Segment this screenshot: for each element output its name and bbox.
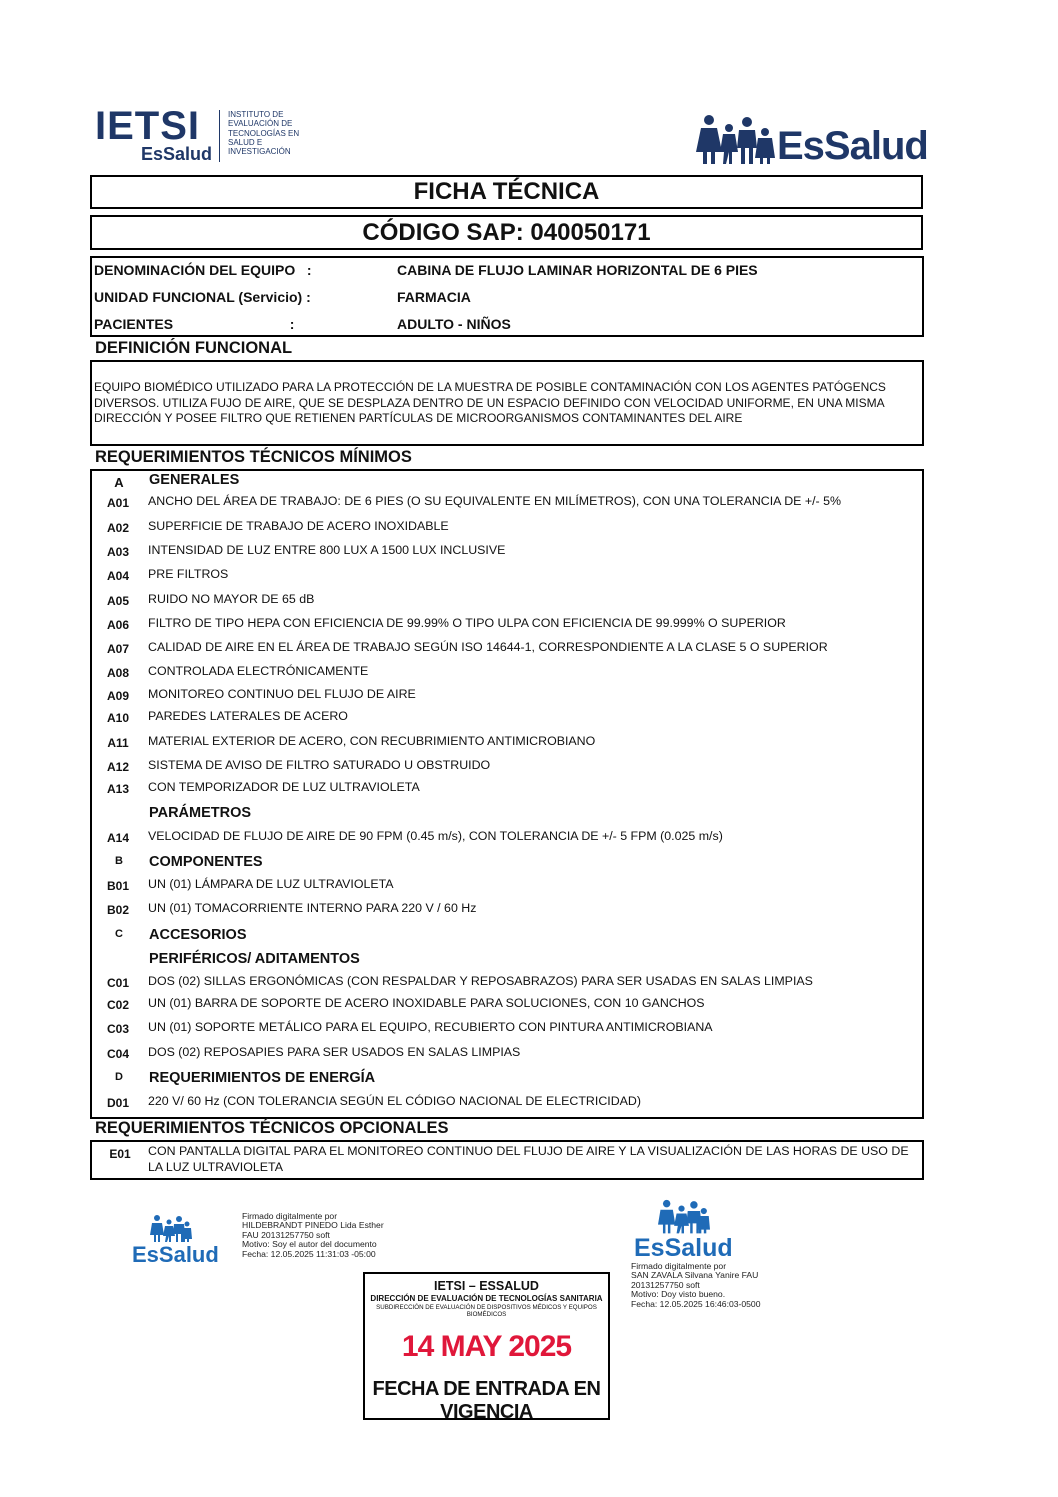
item-code: A14: [106, 831, 129, 845]
item-text: SISTEMA DE AVISO DE FILTRO SATURADO U OBSTRUIDO: [148, 758, 491, 772]
parameters-title: PARÁMETROS: [149, 805, 252, 821]
item-text: RUIDO NO MAYOR DE 65 dB: [148, 592, 315, 606]
essalud-small-logo-word: EsSalud: [634, 1234, 733, 1262]
item-code: C01: [106, 976, 129, 990]
item-code: A13: [106, 782, 129, 796]
item-code: A07: [106, 642, 129, 656]
essalud-logo-word: EsSalud: [777, 124, 928, 168]
item-text: UN (01) LÁMPARA DE LUZ ULTRAVIOLETA: [148, 877, 394, 891]
section-letter: A: [114, 475, 124, 490]
sap-code-title: CÓDIGO SAP: 040050171: [90, 215, 923, 250]
item-text: INTENSIDAD DE LUZ ENTRE 800 LUX A 1500 LUX INCLUSIVE: [148, 543, 506, 557]
info-label: UNIDAD FUNCIONAL (Servicio) :: [94, 289, 311, 305]
item-code: A03: [106, 545, 129, 559]
section-title: REQUERIMIENTOS DE ENERGÍA: [149, 1070, 376, 1086]
item-text: FILTRO DE TIPO HEPA CON EFICIENCIA DE 99.99% O TIPO ULPA CON EFICIENCIA DE 99.999% O SUPERIOR: [148, 616, 786, 630]
ietsi-logo-word: IETSI: [95, 104, 201, 148]
functional-definition-heading: DEFINICIÓN FUNCIONAL: [95, 339, 293, 357]
validity-stamp: [363, 1272, 610, 1423]
item-text: VELOCIDAD DE FLUJO DE AIRE DE 90 FPM (0.45 m/s), CON TOLERANCIA DE +/- 5 FPM (0.025 m/s): [148, 829, 723, 843]
ietsi-logo-divider: [219, 110, 220, 162]
section-letter: D: [115, 1071, 123, 1083]
document-title: FICHA TÉCNICA: [90, 175, 923, 209]
equipment-info-box: [90, 256, 924, 337]
digital-signature-text: Firmado digitalmente por HILDEBRANDT PINEDO Lida Esther FAU 20131257750 soft Motivo: Soy el autor del documento Fecha: 12.05.2025 11:31:03 -05:00: [242, 1211, 384, 1259]
optional-requirements-box: [90, 1140, 924, 1180]
essalud-small-logo-word: EsSalud: [132, 1242, 219, 1267]
family-icon: [658, 1198, 710, 1234]
item-code: A04: [106, 569, 129, 583]
item-code: B01: [106, 879, 129, 893]
item-code: A10: [106, 711, 129, 725]
item-code: D01: [106, 1096, 129, 1110]
optional-requirements-heading: REQUERIMIENTOS TÉCNICOS OPCIONALES: [95, 1119, 449, 1137]
functional-definition-box: [90, 360, 924, 446]
item-text: UN (01) SOPORTE METÁLICO PARA EL EQUIPO, RECUBIERTO CON PINTURA ANTIMICROBIANA: [148, 1020, 713, 1034]
stamp-subtitle: DIRECCIÓN DE EVALUACIÓN DE TECNOLOGÍAS SANITARIA: [370, 1294, 603, 1303]
item-text: CON PANTALLA DIGITAL PARA EL MONITOREO CONTINUO DEL FLUJO DE AIRE Y LA VISUALIZACIÓN DE LAS HORAS DE USO DE LA LUZ ULTRAVIOLETA: [148, 1144, 909, 1174]
item-code: A12: [106, 760, 129, 774]
info-label: PACIENTES :: [94, 316, 295, 332]
min-requirements-heading: REQUERIMIENTOS TÉCNICOS MÍNIMOS: [95, 448, 412, 466]
item-text: DOS (02) REPOSAPIES PARA SER USADOS EN SALAS LIMPIAS: [148, 1045, 521, 1059]
info-label: DENOMINACIÓN DEL EQUIPO :: [94, 262, 312, 278]
item-code: A09: [106, 689, 129, 703]
family-icon: [150, 1214, 192, 1242]
section-letter: C: [115, 928, 123, 940]
item-code: A08: [106, 666, 129, 680]
stamp-subtitle-small: SUBDIRECCIÓN DE EVALUACIÓN DE DISPOSITIVOS MÉDICOS Y EQUIPOS BIOMÉDICOS: [376, 1304, 597, 1318]
item-code: C03: [106, 1022, 129, 1036]
peripherals-title: PERIFÉRICOS/ ADITAMENTOS: [149, 951, 360, 967]
section-title: GENERALES: [149, 472, 240, 488]
section-title: COMPONENTES: [149, 854, 263, 870]
family-icon: [695, 114, 775, 164]
item-text: 220 V/ 60 Hz (CON TOLERANCIA SEGÚN EL CÓDIGO NACIONAL DE ELECTRICIDAD): [148, 1094, 641, 1108]
ietsi-logo-essalud: EsSalud: [141, 144, 213, 164]
section-letter: B: [115, 855, 123, 867]
ietsi-institute-text: INSTITUTO DE EVALUACIÓN DE TECNOLOGÍAS EN SALUD E INVESTIGACIÓN: [228, 110, 300, 157]
section-title: ACCESORIOS: [149, 927, 247, 943]
item-code: A02: [106, 521, 129, 535]
item-code: C04: [106, 1047, 129, 1061]
item-text: CONTROLADA ELECTRÓNICAMENTE: [148, 664, 369, 678]
item-text: SUPERFICIE DE TRABAJO DE ACERO INOXIDABLE: [148, 519, 449, 533]
item-code: A11: [107, 736, 129, 750]
item-code: B02: [106, 903, 129, 917]
info-value: CABINA DE FLUJO LAMINAR HORIZONTAL DE 6 PIES: [397, 262, 758, 278]
stamp-footer: FECHA DE ENTRADA EN VIGENCIA: [372, 1378, 601, 1423]
functional-definition-text: EQUIPO BIOMÉDICO UTILIZADO PARA LA PROTECCIÓN DE LA MUESTRA DE POSIBLE CONTAMINACIÓN CON LOS AGENTES PATÓGENCS DIVERSOS. UTILIZA FUJO DE AIRE, QUE SE DESPLAZA DENTRO DE UN ESPACIO DEFINIDO CON VELOCIDAD UNIFORME, EN UNA MISMA DIRECCIÓN Y POSEE FILTRO QUE RETIENEN PARTÍCULAS DE MICROORGANISMOS CONTAMINANTES DEL AIRE: [94, 380, 886, 425]
digital-signature-text: Firmado digitalmente por SAN ZAVALA Silvana Yanire FAU 20131257750 soft Motivo: Doy visto bueno. Fecha: 12.05.2025 16:46:03-0500: [631, 1261, 761, 1309]
item-text: UN (01) BARRA DE SOPORTE DE ACERO INOXIDABLE PARA SOLUCIONES, CON 10 GANCHOS: [148, 996, 705, 1010]
item-text: UN (01) TOMACORRIENTE INTERNO PARA 220 V / 60 Hz: [148, 901, 477, 915]
item-code: A06: [106, 618, 129, 632]
item-text: CALIDAD DE AIRE EN EL ÁREA DE TRABAJO SEGÚN ISO 14644-1, CORRESPONDIENTE A LA CLASE 5 O SUPERIOR: [148, 640, 828, 654]
item-code: C02: [106, 998, 129, 1012]
item-text: PAREDES LATERALES DE ACERO: [148, 709, 348, 723]
stamp-date: 14 MAY 2025: [401, 1330, 572, 1363]
item-text: PRE FILTROS: [148, 567, 229, 581]
stamp-title: IETSI – ESSALUD: [434, 1279, 539, 1293]
item-text: MATERIAL EXTERIOR DE ACERO, CON RECUBRIMIENTO ANTIMICROBIANO: [148, 734, 596, 748]
item-text: ANCHO DEL ÁREA DE TRABAJO: DE 6 PIES (O SU EQUIVALENTE EN MILÍMETROS), CON UNA TOLERANCIA DE +/- 5%: [148, 494, 842, 508]
item-code: A01: [106, 496, 129, 510]
item-text: CON TEMPORIZADOR DE LUZ ULTRAVIOLETA: [148, 780, 420, 794]
item-text: MONITOREO CONTINUO DEL FLUJO DE AIRE: [148, 687, 416, 701]
item-text: DOS (02) SILLAS ERGONÓMICAS (CON RESPALDAR Y REPOSABRAZOS) PARA SER USADAS EN SALAS LIMPIAS: [148, 974, 813, 988]
item-code: A05: [106, 594, 129, 608]
info-value: FARMACIA: [397, 289, 471, 305]
info-value: ADULTO - NIÑOS: [397, 316, 511, 332]
item-code: E01: [109, 1147, 131, 1161]
